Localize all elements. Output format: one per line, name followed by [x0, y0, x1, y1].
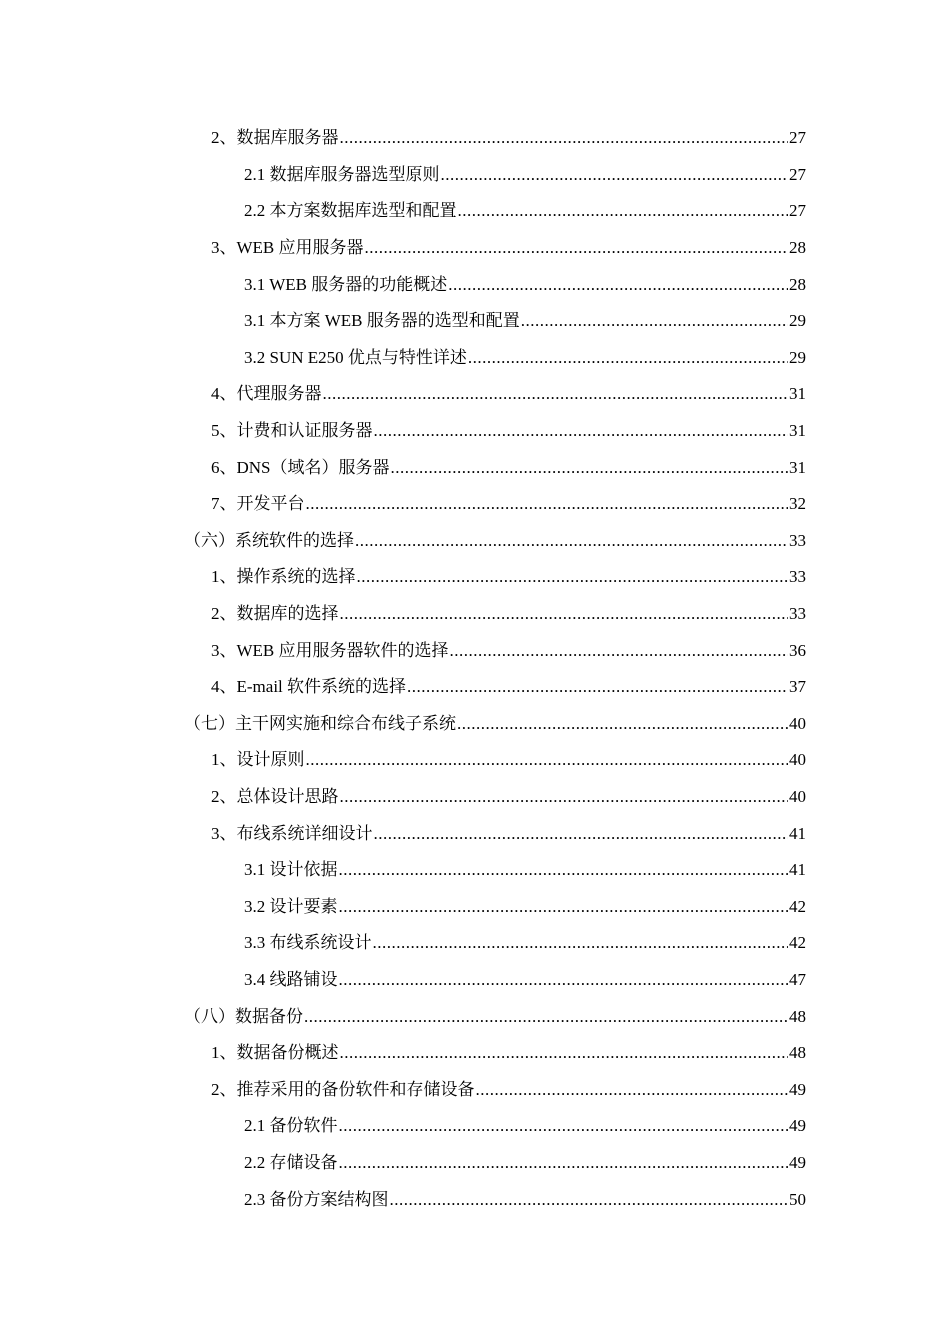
toc-entry-title: 3.2 SUN E250 优点与特性详述 — [244, 347, 467, 367]
toc-dot-leader — [306, 494, 789, 514]
toc-entry[interactable] — [0, 193, 950, 230]
toc-entry-title: 3.1 WEB 服务器的功能概述 — [244, 274, 448, 294]
toc-entry[interactable] — [0, 120, 950, 157]
toc-entry-title: （七）主干网实施和综合布线子系统 — [184, 713, 456, 733]
toc-dot-leader — [365, 238, 788, 258]
toc-entry-title: 3、WEB 应用服务器软件的选择 — [211, 640, 449, 660]
toc-dot-leader — [340, 604, 789, 624]
toc-entry-page-number: 31 — [789, 457, 806, 477]
toc-entry-page-number: 37 — [789, 677, 806, 697]
toc-entry-title: 4、代理服务器 — [211, 384, 322, 404]
toc-entry[interactable] — [0, 742, 950, 779]
toc-entry-title: 2.1 数据库服务器选型原则 — [244, 164, 440, 184]
toc-entry-title: 1、设计原则 — [211, 750, 305, 770]
toc-entry-page-number: 29 — [789, 311, 806, 331]
toc-entry-title: 3.4 线路铺设 — [244, 969, 338, 989]
toc-dot-leader — [340, 128, 789, 148]
toc-entry-page-number: 49 — [789, 1116, 806, 1136]
toc-entry-page-number: 42 — [789, 896, 806, 916]
toc-entry-page-number: 40 — [789, 786, 806, 806]
toc-dot-leader — [391, 458, 788, 478]
toc-entry[interactable] — [0, 1108, 950, 1145]
toc-entry[interactable] — [0, 413, 950, 450]
toc-entry[interactable] — [0, 486, 950, 523]
toc-entry-page-number: 29 — [789, 347, 806, 367]
toc-entry[interactable] — [0, 559, 950, 596]
toc-dot-leader — [339, 860, 789, 880]
toc-entry-title: 4、E-mail 软件系统的选择 — [211, 677, 407, 697]
toc-dot-leader — [357, 567, 789, 587]
toc-entry-page-number: 33 — [789, 530, 806, 550]
toc-entry-title: 2、数据库的选择 — [211, 604, 339, 624]
toc-dot-leader — [339, 970, 789, 990]
toc-entry-page-number: 28 — [789, 274, 806, 294]
toc-entry-page-number: 49 — [789, 1079, 806, 1099]
toc-entry[interactable] — [0, 1181, 950, 1218]
toc-entry[interactable] — [0, 779, 950, 816]
toc-entry[interactable] — [0, 669, 950, 706]
toc-entry-page-number: 33 — [789, 604, 806, 624]
toc-entry[interactable] — [0, 962, 950, 999]
toc-dot-leader — [339, 1116, 789, 1136]
toc-entry-title: 3.2 设计要素 — [244, 896, 338, 916]
toc-entry[interactable] — [0, 998, 950, 1035]
toc-dot-leader — [339, 1153, 789, 1173]
toc-dot-leader — [304, 1007, 788, 1027]
toc-entry-title: 6、DNS（域名）服务器 — [211, 457, 390, 477]
toc-entry-page-number: 31 — [789, 384, 806, 404]
toc-entry[interactable] — [0, 230, 950, 267]
toc-entry-title: 2、推荐采用的备份软件和存储设备 — [211, 1079, 475, 1099]
toc-dot-leader — [340, 1043, 789, 1063]
toc-dot-leader — [323, 384, 789, 404]
toc-entry[interactable] — [0, 449, 950, 486]
toc-dot-leader — [441, 165, 789, 185]
toc-entry-page-number: 31 — [789, 421, 806, 441]
toc-dot-leader — [355, 531, 788, 551]
toc-entry[interactable] — [0, 815, 950, 852]
toc-dot-leader — [339, 897, 789, 917]
toc-entry-page-number: 27 — [789, 128, 806, 148]
toc-dot-leader — [390, 1190, 789, 1210]
toc-entry-title: （六）系统软件的选择 — [184, 530, 354, 550]
toc-entry-page-number: 41 — [789, 823, 806, 843]
toc-entry-title: 2.3 备份方案结构图 — [244, 1189, 389, 1209]
toc-entry-page-number: 49 — [789, 1152, 806, 1172]
toc-entry[interactable] — [0, 632, 950, 669]
toc-dot-leader — [373, 933, 789, 953]
toc-entry-title: 3.1 本方案 WEB 服务器的选型和配置 — [244, 311, 520, 331]
toc-entry-title: 3、布线系统详细设计 — [211, 823, 373, 843]
toc-entry[interactable] — [0, 888, 950, 925]
toc-entry[interactable] — [0, 1035, 950, 1072]
toc-entry-page-number: 28 — [789, 238, 806, 258]
toc-dot-leader — [306, 750, 789, 770]
toc-entry-title: 5、计费和认证服务器 — [211, 421, 373, 441]
toc-entry[interactable] — [0, 596, 950, 633]
toc-entry-page-number: 40 — [789, 750, 806, 770]
toc-entry-page-number: 27 — [789, 201, 806, 221]
toc-entry-page-number: 32 — [789, 494, 806, 514]
toc-dot-leader — [457, 714, 788, 734]
toc-entry-page-number: 50 — [789, 1189, 806, 1209]
toc-entry-page-number: 48 — [789, 1043, 806, 1063]
toc-entry-page-number: 33 — [789, 567, 806, 587]
toc-entry[interactable] — [0, 376, 950, 413]
toc-dot-leader — [407, 677, 788, 697]
toc-entry-title: 3.3 布线系统设计 — [244, 933, 372, 953]
toc-entry[interactable] — [0, 303, 950, 340]
toc-entry-title: 2.2 存储设备 — [244, 1152, 338, 1172]
toc-entry[interactable] — [0, 523, 950, 560]
toc-entry-title: 1、数据备份概述 — [211, 1043, 339, 1063]
toc-dot-leader — [450, 641, 788, 661]
toc-entry-title: 2、总体设计思路 — [211, 786, 339, 806]
toc-entry-page-number: 41 — [789, 860, 806, 880]
toc-entry[interactable] — [0, 852, 950, 889]
toc-dot-leader — [374, 421, 789, 441]
toc-dot-leader — [448, 275, 788, 295]
toc-entry[interactable] — [0, 1071, 950, 1108]
toc-entry-title: 2.1 备份软件 — [244, 1116, 338, 1136]
toc-entry[interactable] — [0, 925, 950, 962]
toc-entry-page-number: 40 — [789, 713, 806, 733]
toc-entry-title: 1、操作系统的选择 — [211, 567, 356, 587]
toc-entry-title: 2、数据库服务器 — [211, 128, 339, 148]
toc-entry-title: 7、开发平台 — [211, 494, 305, 514]
toc-entry-title: 3.1 设计依据 — [244, 860, 338, 880]
toc-entry-page-number: 36 — [789, 640, 806, 660]
toc-entry-page-number: 47 — [789, 969, 806, 989]
toc-entry-title: 3、WEB 应用服务器 — [211, 238, 364, 258]
toc-entry[interactable] — [0, 340, 950, 377]
toc-entry[interactable] — [0, 157, 950, 194]
toc-dot-leader — [374, 824, 789, 844]
toc-dot-leader — [476, 1080, 789, 1100]
toc-entry-page-number: 27 — [789, 164, 806, 184]
toc-entry[interactable] — [0, 706, 950, 743]
toc-dot-leader — [521, 311, 788, 331]
toc-entry-title: （八）数据备份 — [184, 1006, 303, 1026]
toc-entry-page-number: 48 — [789, 1006, 806, 1026]
toc-entry[interactable] — [0, 1145, 950, 1182]
table-of-contents — [0, 120, 950, 1218]
toc-dot-leader — [340, 787, 789, 807]
toc-entry-title: 2.2 本方案数据库选型和配置 — [244, 201, 457, 221]
toc-entry[interactable] — [0, 266, 950, 303]
toc-entry-page-number: 42 — [789, 933, 806, 953]
toc-dot-leader — [458, 201, 789, 221]
toc-dot-leader — [468, 348, 788, 368]
